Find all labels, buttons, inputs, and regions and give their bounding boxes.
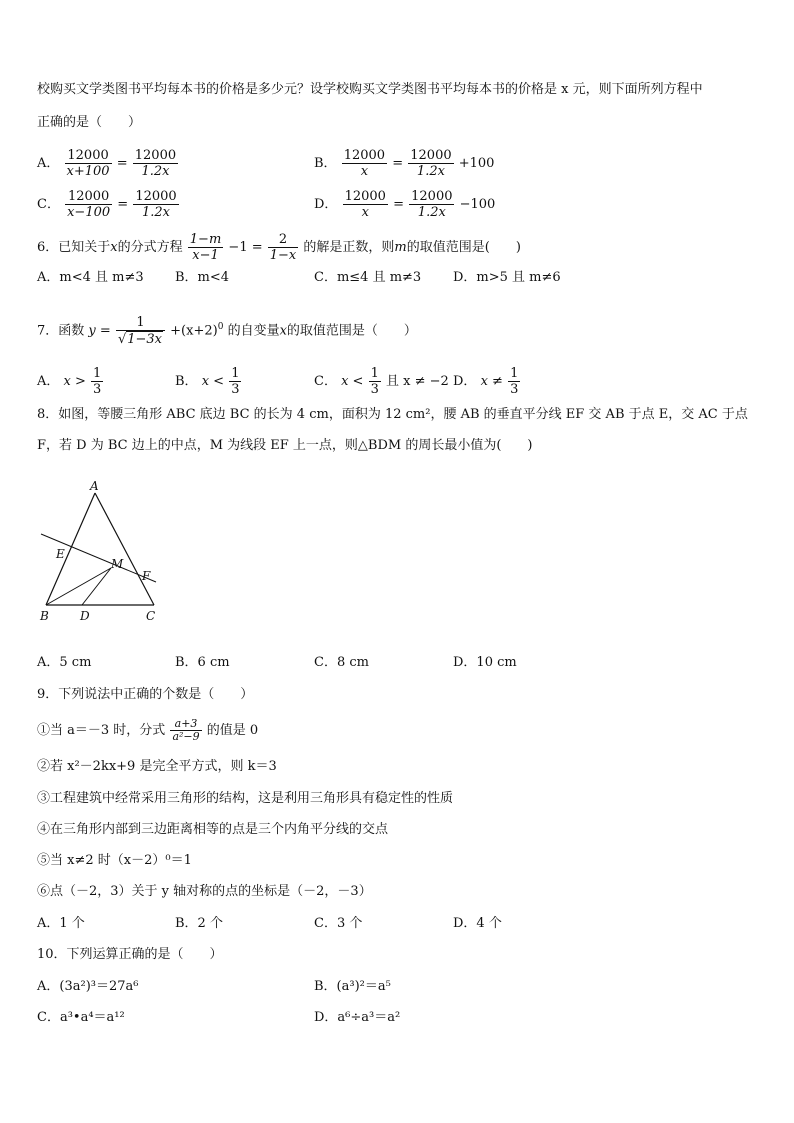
q10-option-d[interactable]: D．a⁶÷a³＝a² xyxy=(314,1010,401,1025)
q5-stem-line1: 校购买文学类图书平均每本书的价格是多少元？设学校购买文学类图书平均每本书的价格是 x 元，则下面所列方程中 xyxy=(37,82,703,97)
q5-stem-line2: 正确的是（ ） xyxy=(37,115,142,130)
q7-option-d[interactable]: D． x ≠ $\frac{1}{3}$ xyxy=(453,366,519,397)
label-a: A xyxy=(90,479,99,493)
segment-dm xyxy=(82,568,111,605)
q9-statement-5: ⑤当 x≠2 时（x－2）⁰＝1 xyxy=(37,853,192,868)
q9-statement-1: ①当 a＝－3 时，分式 $\frac{a+3}{\text{a²−9}}$ 的值是 0 xyxy=(37,717,259,743)
q8-stem-line2: F，若 D 为 BC 边上的中点，M 为线段 EF 上一点，则△BDM 的周长最小值为( ) xyxy=(37,438,533,453)
label-e: E xyxy=(56,547,65,561)
q10-option-c[interactable]: C．a³•a⁴＝a¹² xyxy=(37,1010,125,1025)
q7-stem: 7．函数 y = $\frac{1}{√1-3x}$ $+(x+2)^0$ 的自变量x的取值范围是（ ） xyxy=(37,315,417,347)
q8-stem-line1: 8．如图，等腰三角形 ABC 底边 BC 的长为 4 cm，面积为 12 cm²，腰 AB 的垂直平分线 EF 交 AB 于点 E，交 AC 于点 xyxy=(37,407,748,422)
q9-option-b[interactable]: B．2 个 xyxy=(175,916,223,931)
q10-option-a[interactable]: A．(3a²)³＝27a⁶ xyxy=(37,979,139,994)
q5-option-b[interactable]: B． $\frac{12000}{x}$ = $\frac{12000}{1.2x}$ +100 xyxy=(314,148,495,179)
q5-option-c[interactable]: C． $\frac{12000}{x-100}$ = $\frac{12000}{1.2x}$ xyxy=(37,189,177,220)
label-d: D xyxy=(80,609,90,623)
q7-option-b[interactable]: B． x < $\frac{1}{3}$ xyxy=(175,366,240,397)
q10-option-b[interactable]: B．(a³)²＝a⁵ xyxy=(314,979,391,994)
q9-statement-4: ④在三角形内部到三边距离相等的点是三个内角平分线的交点 xyxy=(37,822,389,837)
q9-option-a[interactable]: A．1 个 xyxy=(37,916,85,931)
label-m: M xyxy=(111,557,124,571)
q5-option-d[interactable]: D． $\frac{12000}{x}$ = $\frac{12000}{1.2x}$ −100 xyxy=(314,189,496,220)
segment-bm xyxy=(46,568,111,605)
label-f: F xyxy=(142,569,151,583)
q9-stem: 9．下列说法中正确的个数是（ ） xyxy=(37,687,254,702)
label-b: B xyxy=(40,609,49,623)
q6-stem: 6．已知关于x的分式方程 $\frac{1-m}{x-1}$ −1 = $\frac{2}{1-x}$ 的解是正数，则m的取值范围是( ) xyxy=(37,232,521,263)
q6-option-a[interactable]: A．m<4 且 m≠3 xyxy=(37,270,144,285)
q8-option-b[interactable]: B．6 cm xyxy=(175,655,230,670)
triangle-figure xyxy=(34,478,164,628)
q8-option-c[interactable]: C．8 cm xyxy=(314,655,369,670)
q6-option-b[interactable]: B．m<4 xyxy=(175,270,230,285)
q7-option-c[interactable]: C． x < $\frac{1}{3}$ 且 x ≠ −2 xyxy=(314,366,449,397)
q7-option-a[interactable]: A． x > $\frac{1}{3}$ xyxy=(37,366,102,397)
q8-option-d[interactable]: D．10 cm xyxy=(453,655,517,670)
q9-statement-3: ③工程建筑中经常采用三角形的结构，这是利用三角形具有稳定性的性质 xyxy=(37,791,454,806)
q6-option-c[interactable]: C．m≤4 且 m≠3 xyxy=(314,270,422,285)
side-ac xyxy=(95,493,154,605)
q10-stem: 10．下列运算正确的是（ ） xyxy=(37,947,223,962)
q5-option-a[interactable]: A． $\frac{12000}{x+100}$ = $\frac{12000}{1.2x}$ xyxy=(37,148,177,179)
q8-option-a[interactable]: A．5 cm xyxy=(37,655,92,670)
q9-option-d[interactable]: D．4 个 xyxy=(453,916,502,931)
q6-option-d[interactable]: D．m>5 且 m≠6 xyxy=(453,270,561,285)
label-c: C xyxy=(146,609,156,623)
q9-statement-6: ⑥点（－2，3）关于 y 轴对称的点的坐标是（－2，－3） xyxy=(37,884,372,899)
side-ab xyxy=(46,493,95,605)
q9-statement-2: ②若 x²－2kx+9 是完全平方式，则 k＝3 xyxy=(37,759,277,774)
q9-option-c[interactable]: C．3 个 xyxy=(314,916,363,931)
